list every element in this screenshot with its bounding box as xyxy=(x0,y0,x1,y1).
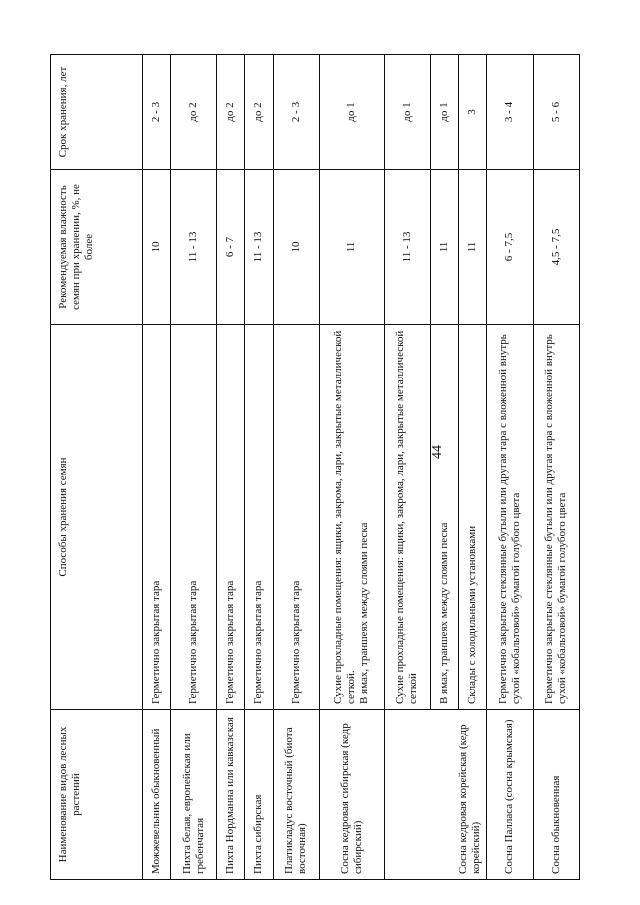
method-cell: Герметично закрытая тара xyxy=(143,325,171,710)
term-cell: 2 - 3 xyxy=(273,55,319,170)
species-cell: Пихта сибирская xyxy=(245,710,273,880)
table-row xyxy=(273,55,319,880)
method-cell: Сухие прохладные помещения: ящики, закрома, лари, закрытые металлической сеткой xyxy=(384,325,430,710)
humidity-cell: 6 - 7 xyxy=(217,170,245,325)
humidity-cell: 10 xyxy=(273,170,319,325)
term-cell: 3 xyxy=(459,55,487,170)
rotated-table-wrapper xyxy=(50,55,580,880)
humidity-cell: 11 xyxy=(459,170,487,325)
table-row xyxy=(533,55,579,880)
table-row xyxy=(143,55,171,880)
species-cell: Сосна кедровая корейская (кедр корейский) xyxy=(384,710,486,880)
header-storage-term: Срок хранения, лет xyxy=(51,55,143,170)
humidity-cell: 11 xyxy=(319,170,384,325)
method-cell: В ямах, траншеях между слоями песка xyxy=(431,325,459,710)
humidity-cell: 11 - 13 xyxy=(245,170,273,325)
term-cell: до 1 xyxy=(319,55,384,170)
method-line: Сухие прохладные помещения: ящики, закрома, лари, закрытые металлической сеткой. xyxy=(332,330,358,704)
method-cell: Герметично закрытая тара xyxy=(245,325,273,710)
table-header-row xyxy=(51,55,143,880)
humidity-cell: 11 xyxy=(431,170,459,325)
term-cell: 2 - 3 xyxy=(143,55,171,170)
method-cell: Склады с холодильными установками xyxy=(459,325,487,710)
method-cell: Герметично закрытая тара xyxy=(217,325,245,710)
species-cell: Платикладус восточный (биота восточная) xyxy=(273,710,319,880)
seed-storage-table xyxy=(50,54,580,880)
species-cell: Можжевельник обыкновенный xyxy=(143,710,171,880)
method-cell: Герметично закрытые стеклянные бутыли или другая тара с вложенной внутрь сухой «кобальтовой» бумагой голубого цвета xyxy=(487,325,533,710)
table-row xyxy=(245,55,273,880)
term-cell: до 2 xyxy=(171,55,217,170)
method-cell: Герметично закрытые стеклянные бутыли или другая тара с вложенной внутрь сухой «кобальтовой» бумагой голубого цвета xyxy=(533,325,579,710)
humidity-cell: 4,5 - 7,5 xyxy=(533,170,579,325)
humidity-cell: 11 - 13 xyxy=(171,170,217,325)
species-cell: Сосна кедровая сибирская (кедр сибирский) xyxy=(319,710,384,880)
table-row xyxy=(217,55,245,880)
term-cell: до 1 xyxy=(384,55,430,170)
term-cell: 3 - 4 xyxy=(487,55,533,170)
header-storage-method: Способы хранения семян xyxy=(51,325,143,710)
method-line: В ямах, траншеях между слоями песка xyxy=(358,522,371,704)
species-cell: Сосна Палласа (сосна крымская) xyxy=(487,710,533,880)
table-row xyxy=(319,55,384,880)
species-cell: Сосна обыкновенная xyxy=(533,710,579,880)
term-cell: до 2 xyxy=(217,55,245,170)
humidity-cell: 6 - 7,5 xyxy=(487,170,533,325)
method-cell xyxy=(319,325,384,710)
method-cell: Герметично закрытая тара xyxy=(171,325,217,710)
species-cell: Пихта белая, европейская или гребенчатая xyxy=(171,710,217,880)
term-cell: 5 - 6 xyxy=(533,55,579,170)
term-cell: до 2 xyxy=(245,55,273,170)
species-cell: Пихта Нордманна или кавказская xyxy=(217,710,245,880)
method-cell: Герметично закрытая тара xyxy=(273,325,319,710)
table-row xyxy=(384,55,430,880)
term-cell: до 1 xyxy=(431,55,459,170)
header-humidity: Рекомендуемая влажность семян при хранении, %, не более xyxy=(51,170,143,325)
table-row xyxy=(487,55,533,880)
humidity-cell: 10 xyxy=(143,170,171,325)
page-number: 44 xyxy=(430,445,445,459)
table-row xyxy=(171,55,217,880)
humidity-cell: 11 - 13 xyxy=(384,170,430,325)
header-species: Наименование видов лесных растений xyxy=(51,710,143,880)
